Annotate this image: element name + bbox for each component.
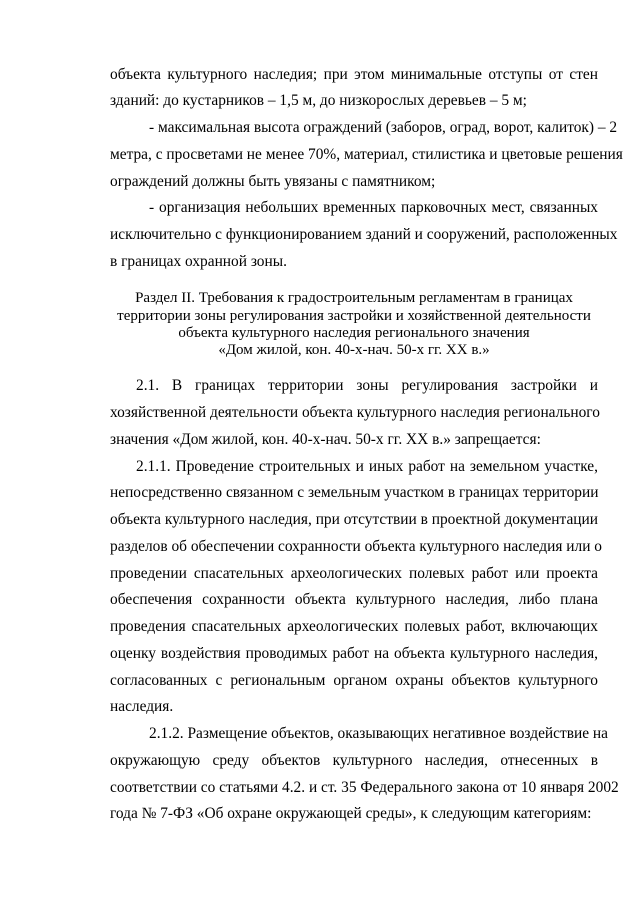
clause-2-1-line-3: значения «Дом жилой, кон. 40-х-нач. 50-х гг. XX в.» запрещается: — [110, 431, 541, 448]
section-heading-line-4: «Дом жилой, кон. 40-х-нач. 50-х гг. XX в.» — [218, 342, 490, 358]
clause-2-1-line-2: хозяйственной деятельности объекта культурного наследия регионального — [110, 404, 600, 421]
section-heading-line-1: Раздел II. Требования к градостроительным регламентам в границах — [135, 290, 573, 306]
clause-2-1-1-line-5: проведении спасательных археологических полевых работ или проекта — [110, 565, 598, 582]
section-heading-line-3: объекта культурного наследия регионального значения — [178, 325, 530, 341]
paragraph-1-line-1: объекта культурного наследия; при этом минимальные отступы от стен — [110, 66, 598, 83]
clause-2-1-1-line-9: согласованных с региональным органом охраны объектов культурного — [110, 672, 598, 689]
clause-2-1-1-line-1: 2.1.1. Проведение строительных и иных работ на земельном участке, — [136, 458, 598, 475]
clause-2-1-line-1: 2.1. В границах территории зоны регулирования застройки и — [136, 377, 598, 394]
clause-2-1-2-line-2: окружающую среду объектов культурного наследия, отнесенных в — [110, 752, 598, 769]
paragraph-2-line-3: ограждений должны быть увязаны с памятником; — [110, 173, 436, 190]
clause-2-1-1-line-10: наследия. — [110, 698, 174, 715]
clause-2-1-1-line-2: непосредственно связанном с земельным участком в границах территории — [110, 484, 599, 501]
clause-2-1-1-line-8: оценку воздействия проводимых работ на объекта культурного наследия, — [110, 645, 598, 662]
paragraph-2-line-2: метра, с просветами не менее 70%, материал, стилистика и цветовые решения — [110, 146, 623, 163]
clause-2-1-1-line-7: проведения спасательных археологических полевых работ, включающих — [110, 618, 598, 635]
paragraph-3-line-2: исключительно с функционированием зданий и сооружений, расположенных — [110, 226, 618, 243]
clause-2-1-1-line-4: разделов об обеспечении сохранности объекта культурного наследия или о — [110, 538, 602, 555]
clause-2-1-1-line-3: объекта культурного наследия, при отсутствии в проектной документации — [110, 511, 598, 528]
clause-2-1-2-line-1: 2.1.2. Размещение объектов, оказывающих негативное воздействие на — [149, 725, 608, 742]
clause-2-1-1-line-6: обеспечения сохранности объекта культурного наследия, либо плана — [110, 591, 598, 608]
section-heading-line-2: территории зоны регулирования застройки и хозяйственной деятельности — [117, 308, 591, 324]
paragraph-2-line-1: - максимальная высота ограждений (заборов, оград, ворот, калиток) – 2 — [149, 119, 618, 136]
clause-2-1-2-line-3: соответствии со статьями 4.2. и ст. 35 Федерального закона от 10 января 2002 — [110, 779, 619, 796]
clause-2-1-2-line-4: года № 7-ФЗ «Об охране окружающей среды», к следующим категориям: — [110, 805, 592, 822]
paragraph-3-line-1: - организация небольших временных парковочных мест, связанных — [149, 199, 598, 216]
paragraph-3-line-3: в границах охранной зоны. — [110, 253, 287, 270]
paragraph-1-line-2: зданий: до кустарников – 1,5 м, до низкорослых деревьев – 5 м; — [110, 92, 527, 109]
